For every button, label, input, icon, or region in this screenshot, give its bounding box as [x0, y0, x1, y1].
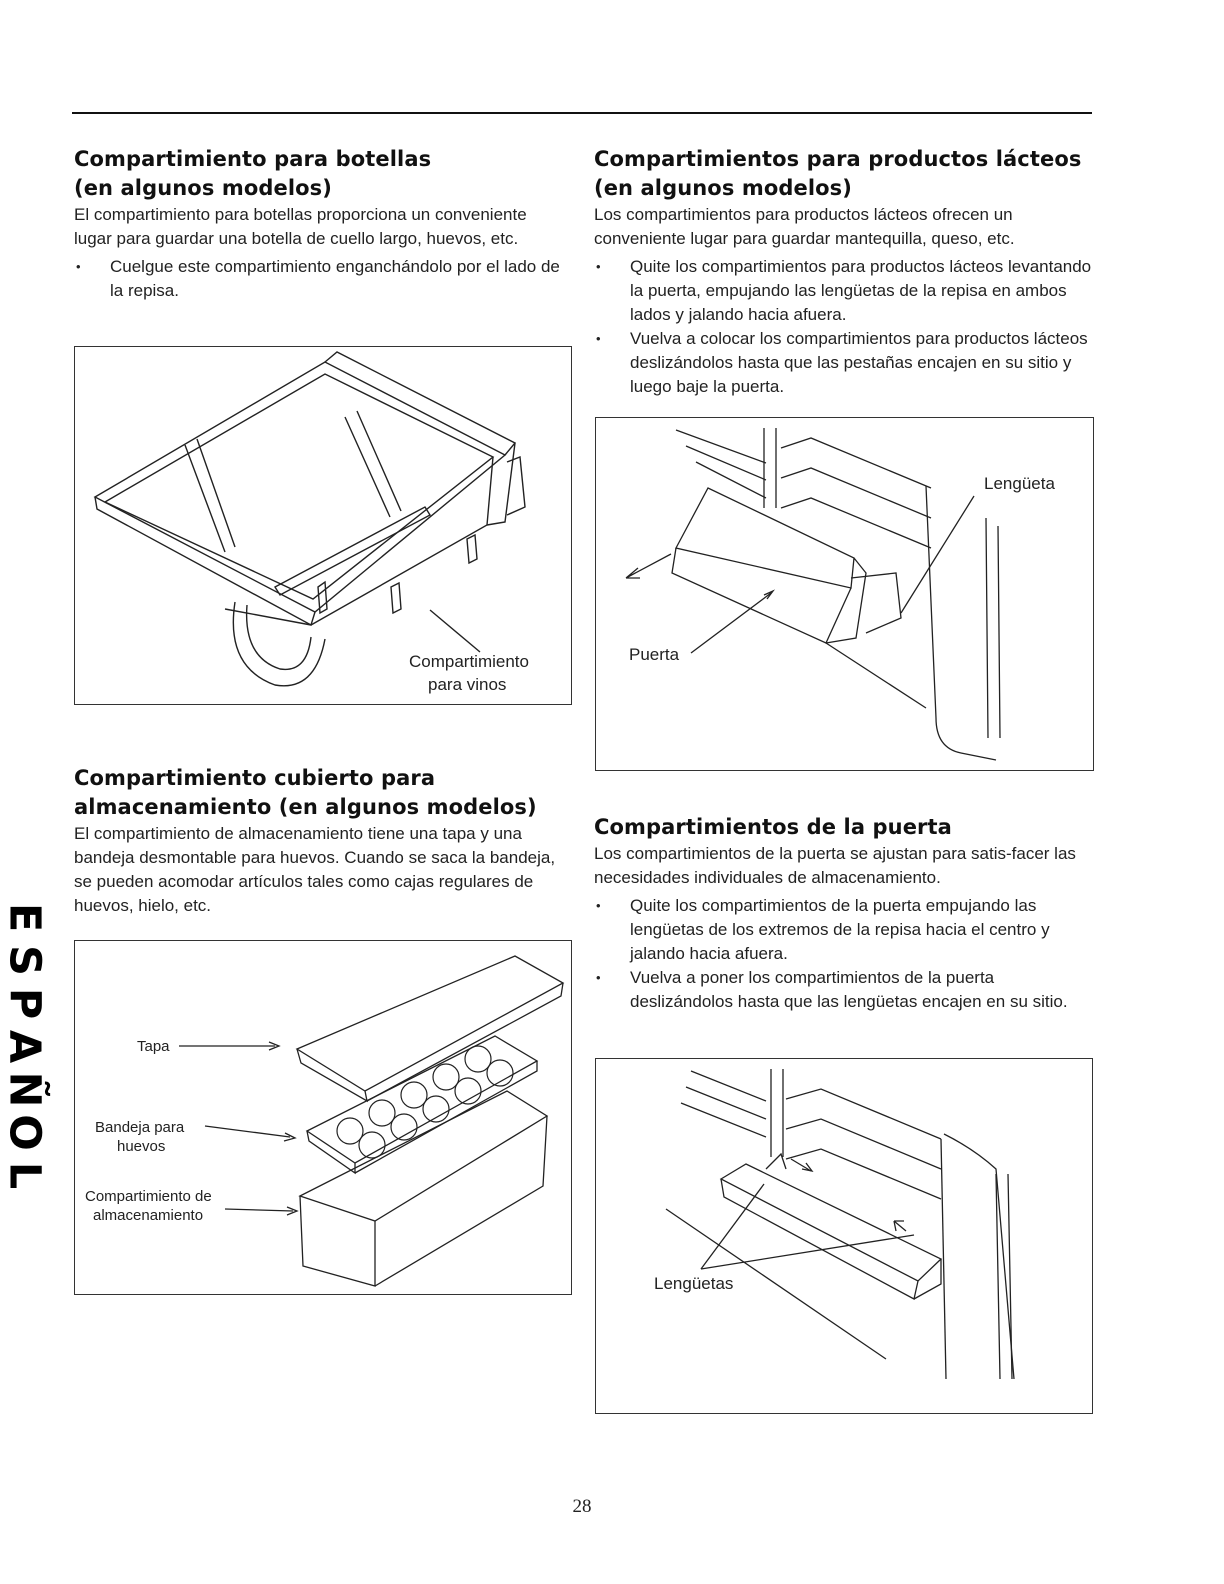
section-title: Compartimientos para productos lácteos (en algunos modelos) [594, 147, 1082, 200]
figure-dairy-compartment [595, 417, 1094, 771]
list-item: • Vuelva a poner los compartimientos de la puerta deslizándolos hasta que las lengüetas encajen en su sitio. [594, 966, 1092, 1014]
side-tab-espanol [0, 896, 50, 1197]
bullet-list [594, 894, 1092, 1014]
section-body: El compartimiento de almacenamiento tiene una tapa y una bandeja desmontable para huevos. Cuando se saca la bandeja, se pueden acomodar artículos tales como cajas regulares de huevos, hielo, etc. [74, 824, 556, 915]
side-tab-letter: L [0, 1161, 50, 1190]
section-title: Compartimiento para botellas (en algunos modelos) [74, 147, 432, 200]
section-covered-storage [74, 764, 564, 918]
label-storage-bin-2: almacenamiento [93, 1207, 204, 1224]
figure-wine-rack [74, 346, 572, 705]
side-tab-letter: S [0, 945, 50, 976]
label-wine-compartment-2: para vinos [428, 675, 507, 694]
bullet-list [594, 255, 1092, 399]
label-storage-bin: Compartimiento de [85, 1188, 212, 1205]
side-tab-letter: E [0, 902, 50, 933]
section-title: Compartimiento cubierto para almacenamiento (en algunos modelos) [74, 766, 537, 819]
label-egg-tray: Bandeja para [95, 1119, 185, 1136]
section-dairy-compartments [594, 145, 1092, 399]
label-door: Puerta [629, 645, 680, 664]
label-tabs: Lengüetas [654, 1274, 734, 1293]
section-body: Los compartimientos de la puerta se ajustan para satis-facer las necesidades individuales de almacenamiento. [594, 844, 1076, 887]
label-wine-compartment: Compartimiento [409, 652, 529, 671]
side-tab-letter: Ñ [0, 1071, 50, 1108]
label-egg-tray-2: huevos [117, 1138, 166, 1155]
door-bin-illustration [596, 1059, 1092, 1413]
label-lid: Tapa [137, 1038, 170, 1055]
list-item: • Cuelgue este compartimiento enganchándolo por el lado de la repisa. [74, 255, 564, 303]
section-body: Los compartimientos para productos lácteos ofrecen un conveniente lugar para guardar mantequilla, queso, etc. [594, 205, 1015, 248]
section-door-bins [594, 813, 1092, 1014]
list-item: • Quite los compartimientos para productos lácteos levantando la puerta, empujando las lengüetas de la repisa en ambos lados y jalando hacia afuera. [594, 255, 1092, 327]
label-tab: Lengüeta [984, 474, 1055, 493]
page-number: 28 [572, 1496, 592, 1517]
top-rule [72, 112, 1092, 114]
side-tab-letter: O [0, 1114, 50, 1151]
side-tab-letter: P [0, 987, 50, 1020]
figure-door-bins [595, 1058, 1093, 1414]
section-body: El compartimiento para botellas proporciona un conveniente lugar para guardar una botella de cuello largo, huevos, etc. [74, 205, 527, 248]
figure-covered-storage [74, 940, 572, 1295]
section-title: Compartimientos de la puerta [594, 815, 952, 839]
side-tab-letter: A [0, 1029, 50, 1064]
list-item: • Quite los compartimientos de la puerta empujando las lengüetas de los extremos de la repisa hacia el centro y jalando hacia afuera. [594, 894, 1092, 966]
section-bottle-compartment [74, 145, 564, 303]
dairy-door-illustration [596, 418, 1093, 770]
bullet-list [74, 255, 564, 303]
list-item: • Vuelva a colocar los compartimientos para productos lácteos deslizándolos hasta que las pestañas encajen en su sitio y luego baje la puerta. [594, 327, 1092, 399]
